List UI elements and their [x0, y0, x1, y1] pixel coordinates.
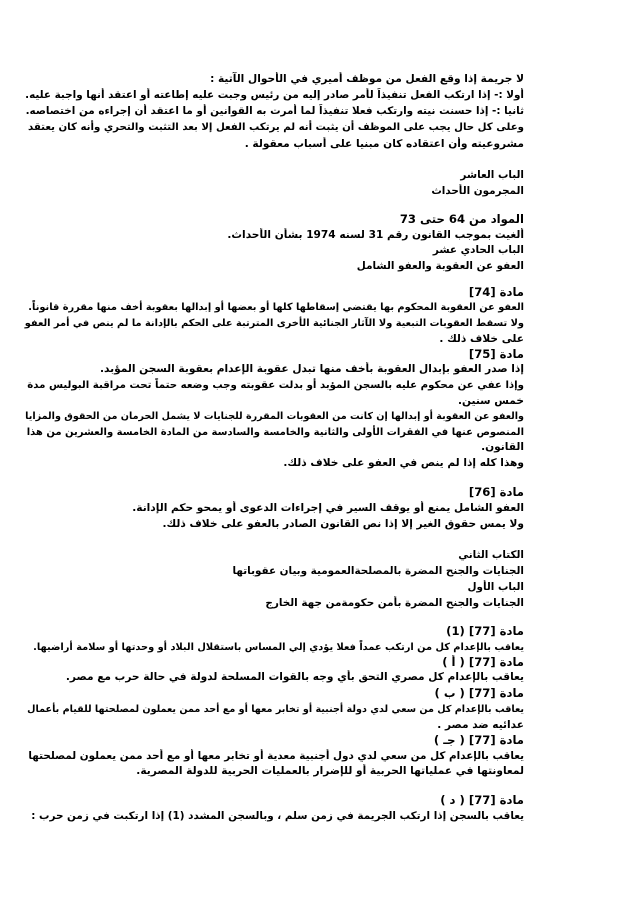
article-line: خمس سنين.: [457, 395, 524, 407]
book-subtitle: الجنايات والجنح المضرة بالمصلحةالعمومية وبيان عقوباتها: [232, 565, 524, 577]
chapter-title: الباب الأول: [467, 581, 524, 593]
article-line: لمعاونتها في عملياتها الحربية أو للإضرار بالعمليات الحربية للدولة المصرية.: [136, 765, 524, 777]
article-line: إذا صدر العفو بإبدال العقوبة بأخف منها تبدل عقوبة الإعدام بعقوبة السجن المؤبد.: [100, 363, 524, 375]
article-line: يعاقب بالإعدام كل من ارتكب عمداً فعلا يؤدي إلي المساس باستقلال البلاد أو وحدتها أو سلامة أراضيها.: [33, 642, 524, 653]
article-line: والعفو عن العقوبة أو إبدالها إن كانت من العقوبات المقررة للجنايات لا يشمل الحرمان من الحقوق والمزايا: [25, 411, 524, 422]
chapter-title: الباب العاشر: [460, 169, 524, 181]
intro-line: مشروعيته وأن اعتقاده كان مبنيا على أسباب معقولة .: [244, 138, 524, 150]
repeal-note: ألغيت بموجب القانون رقم 31 لسنه 1974 بشأن الأحداث.: [227, 229, 524, 241]
article-line: يعاقب بالإعدام كل من سعي لدي دولة أجنبية أو تخابر معها أو مع أحد ممن يعملون لمصلحتها للقيام بأعمال: [27, 704, 524, 715]
article-heading: مادة [74]: [468, 285, 524, 299]
intro-line: وعلى كل حال يجب على الموظف أن يثبت أنه لم يرتكب الفعل إلا بعد التثبت والتحري وأنه كان يعتقد: [27, 122, 524, 133]
article-line: العفو الشامل يمنع أو يوقف السير في إجراءات الدعوى أو يمحو حكم الإدانة.: [132, 502, 524, 514]
article-line: ولا تسقط العقوبات التبعية ولا الآثار الجنائية الأخرى المترتبة على الحكم بالإدانة ما لم ينص في أمر العفو: [24, 318, 524, 329]
article-heading: مادة [77] (1): [446, 624, 524, 638]
article-heading: مادة [77] ( د ): [440, 793, 524, 807]
chapter-title: الباب الحادي عشر: [432, 244, 524, 256]
article-line: القانون.: [481, 441, 524, 453]
article-heading: مادة [77] ( ب ): [434, 686, 524, 700]
article-line: عدائيه ضد مصر .: [437, 719, 524, 731]
article-line: المنصوص عنها في الفقرات الأولى والثانية والخامسة والسادسة من المادة الخامسة والعشرين من هذا: [26, 427, 524, 438]
chapter-subtitle: العفو عن العقوبة والعفو الشامل: [356, 260, 524, 272]
article-heading: مادة [77] ( جـ ): [433, 733, 524, 747]
article-line: ولا يمس حقوق الغير إلا إذا نص القانون الصادر بالعفو على خلاف ذلك.: [162, 518, 524, 530]
article-line: وهذا كله إذا لم ينص في العفو على خلاف ذلك.: [283, 457, 524, 469]
intro-line: أولا :- إذا ارتكب الفعل تنفيذاً لأمر صادر إليه من رئيس وجبت عليه إطاعته أو اعتقد أنها واجبة عليه.: [25, 89, 524, 101]
book-title: الكتاب الثاني: [458, 549, 524, 561]
article-line: وإذا عفي عن محكوم عليه بالسجن المؤبد أو بدلت عقوبته وجب وضعه حتماً تحت مراقبة البوليس مدة: [27, 380, 524, 391]
article-heading: مادة [75]: [468, 347, 524, 361]
article-line: العفو عن العقوبة المحكوم بها يقتضي إسقاطها كلها أو بعضها أو إبدالها بعقوبة أخف منها مقررة قانوناً.: [28, 302, 524, 313]
article-line: يعاقب بالإعدام كل من سعي لدي دول أجنبية معدية أو تخابر معها أو مع أحد ممن يعملون لمصلحتها: [28, 750, 524, 762]
chapter-subtitle: الجنايات والجنح المضرة بأمن حكومةمن جهة الخارج: [265, 597, 524, 609]
intro-line: لا جريمة إذا وقع الفعل من موظف أميري في الأحوال الآتية :: [210, 73, 524, 85]
article-heading: مادة [77] ( أ ): [442, 655, 524, 669]
article-line: يعاقب بالسجن إذا ارتكب الجريمة في زمن سلم ، وبالسجن المشدد (1) إذا ارتكبت في زمن حرب :: [31, 810, 524, 822]
article-line: يعاقب بالإعدام كل مصري التحق بأي وجه بالقوات المسلحة لدولة في حالة حرب مع مصر.: [65, 671, 524, 683]
chapter-subtitle: المجرمون الأحداث: [431, 185, 524, 197]
articles-range-title: المواد من 64 حتى 73: [399, 212, 524, 226]
intro-line: ثانيا :- إذا حسنت نيته وارتكب فعلا تنفيذاً لما أمرت به القوانين أو ما اعتقد أن إجراءه من اختصاصه.: [25, 105, 524, 117]
article-heading: مادة [76]: [468, 485, 524, 499]
article-line: على خلاف ذلك .: [439, 333, 524, 345]
